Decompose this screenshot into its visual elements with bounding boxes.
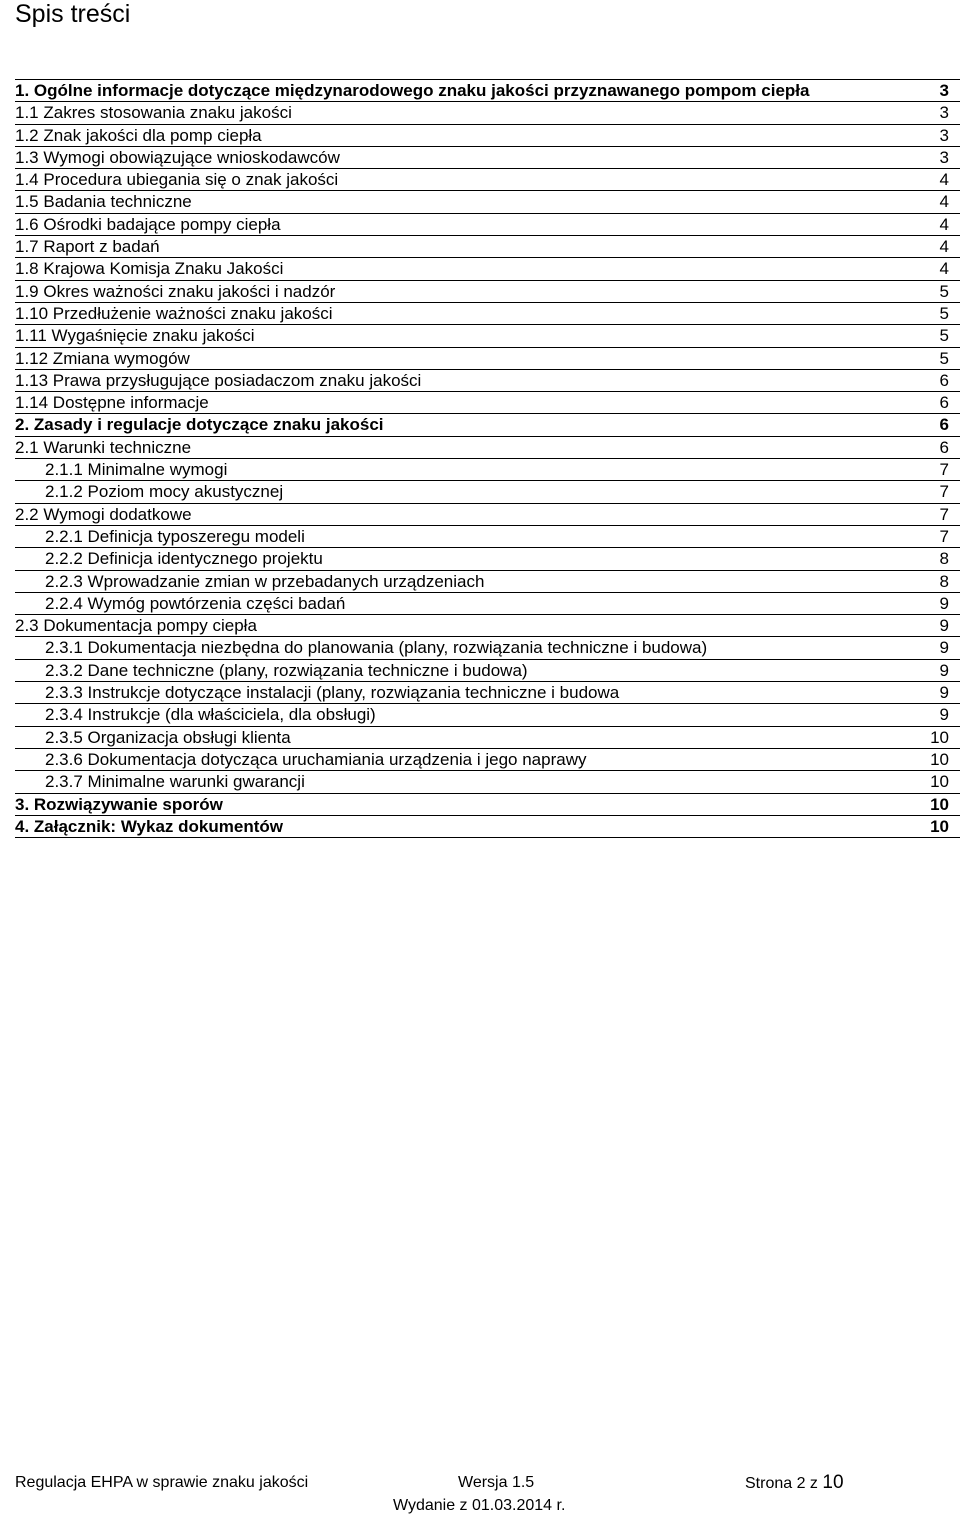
toc-entry-page: 10 xyxy=(930,794,949,814)
toc-entry[interactable] xyxy=(15,258,960,280)
toc-entry-page: 9 xyxy=(939,683,949,703)
toc-entry-label: 1.8 Krajowa Komisja Znaku Jakości xyxy=(15,259,284,279)
toc-entry[interactable] xyxy=(15,660,960,682)
toc-entry-page: 8 xyxy=(939,549,949,569)
toc-entry[interactable] xyxy=(15,637,960,659)
toc-entry-label: 2.3.5 Organizacja obsługi klienta xyxy=(45,727,291,747)
toc-entry-label: 4. Załącznik: Wykaz dokumentów xyxy=(15,816,283,836)
toc-entry[interactable] xyxy=(15,727,960,749)
page-title: Spis treści xyxy=(15,0,131,28)
toc-entry-page: 7 xyxy=(939,482,949,502)
toc-entry[interactable] xyxy=(15,281,960,303)
toc-entry-label: 1.12 Zmiana wymogów xyxy=(15,348,190,368)
toc-entry-label: 2.3.6 Dokumentacja dotycząca uruchamiania urządzenia i jego naprawy xyxy=(45,749,587,769)
toc-entry[interactable] xyxy=(15,571,960,593)
toc-entry-label: 2.3.1 Dokumentacja niezbędna do planowania (plany, rozwiązania techniczne i budowa) xyxy=(45,638,708,658)
toc-entry-page: 6 xyxy=(939,437,949,457)
toc-entry[interactable] xyxy=(15,370,960,392)
toc-entry-page: 5 xyxy=(939,281,949,301)
toc-entry[interactable] xyxy=(15,414,960,436)
toc-entry[interactable] xyxy=(15,125,960,147)
toc-entry[interactable] xyxy=(15,526,960,548)
toc-entry[interactable] xyxy=(15,593,960,615)
toc-entry-label: 1.2 Znak jakości dla pomp ciepła xyxy=(15,125,262,145)
toc-entry-label: 1.5 Badania techniczne xyxy=(15,192,192,212)
toc-entry-page: 4 xyxy=(939,259,949,279)
toc-entry-page: 3 xyxy=(939,103,949,123)
toc-entry[interactable] xyxy=(15,504,960,526)
toc-entry-label: 1.4 Procedura ubiegania się o znak jakości xyxy=(15,170,339,190)
toc-entry-label: 1.1 Zakres stosowania znaku jakości xyxy=(15,103,292,123)
toc-entry-page: 9 xyxy=(939,638,949,658)
toc-entry[interactable] xyxy=(15,481,960,503)
footer-version: Wersja 1.5 xyxy=(458,1474,535,1491)
toc-entry-page: 10 xyxy=(930,772,949,792)
toc-entry-page: 4 xyxy=(939,170,949,190)
toc-entry[interactable] xyxy=(15,236,960,258)
toc-entry-page: 9 xyxy=(939,616,949,636)
toc-entry[interactable] xyxy=(15,191,960,213)
toc-entry-label: 1.11 Wygaśnięcie znaku jakości xyxy=(15,326,255,346)
toc-entry[interactable] xyxy=(15,102,960,124)
toc-entry[interactable] xyxy=(15,459,960,481)
toc-entry-page: 6 xyxy=(939,393,949,413)
toc-entry-label: 2.3.7 Minimalne warunki gwarancji xyxy=(45,772,305,792)
toc-entry-page: 9 xyxy=(939,705,949,725)
toc-entry-page: 7 xyxy=(939,460,949,480)
toc-entry-label: 1. Ogólne informacje dotyczące międzynarodowego znaku jakości przyznawanego pompom ciepła xyxy=(15,81,810,100)
table-of-contents xyxy=(15,79,960,838)
toc-entry[interactable] xyxy=(15,348,960,370)
toc-entry[interactable] xyxy=(15,615,960,637)
toc-entry[interactable] xyxy=(15,816,960,838)
toc-entry-label: 2.3.4 Instrukcje (dla właściciela, dla obsługi) xyxy=(45,705,376,725)
toc-entry-page: 8 xyxy=(939,571,949,591)
toc-entry-label: 2.2.2 Definicja identycznego projektu xyxy=(45,549,323,569)
toc-entry[interactable] xyxy=(15,437,960,459)
toc-entry-label: 2.2 Wymogi dodatkowe xyxy=(15,504,192,524)
footer-page-prefix: Strona 2 z xyxy=(745,1475,818,1492)
footer-edition-date: Wydanie z 01.03.2014 r. xyxy=(393,1497,566,1514)
toc-entry[interactable] xyxy=(15,749,960,771)
toc-entry-label: 2.3.3 Instrukcje dotyczące instalacji (plany, rozwiązania techniczne i budowa xyxy=(45,683,620,703)
toc-entry[interactable] xyxy=(15,682,960,704)
toc-entry-page: 5 xyxy=(939,348,949,368)
toc-entry-label: 1.14 Dostępne informacje xyxy=(15,393,209,413)
toc-entry-label: 2. Zasady i regulacje dotyczące znaku jakości xyxy=(15,415,384,435)
toc-entry-page: 6 xyxy=(939,370,949,390)
toc-entry-page: 4 xyxy=(939,192,949,212)
toc-entry-page: 3 xyxy=(939,147,949,167)
toc-entry-page: 10 xyxy=(930,816,949,836)
toc-entry[interactable] xyxy=(15,548,960,570)
toc-entry[interactable] xyxy=(15,147,960,169)
toc-entry-label: 2.2.3 Wprowadzanie zmian w przebadanych urządzeniach xyxy=(45,571,485,591)
toc-entry-label: 3. Rozwiązywanie sporów xyxy=(15,794,223,814)
toc-entry[interactable] xyxy=(15,794,960,816)
toc-entry-page: 4 xyxy=(939,237,949,257)
toc-entry-page: 3 xyxy=(939,81,949,100)
toc-entry-label: 2.2.4 Wymóg powtórzenia części badań xyxy=(45,593,346,613)
toc-entry-page: 7 xyxy=(939,504,949,524)
toc-entry-page: 10 xyxy=(930,727,949,747)
toc-entry-page: 9 xyxy=(939,660,949,680)
toc-entry[interactable] xyxy=(15,325,960,347)
toc-entry-page: 6 xyxy=(939,415,949,435)
toc-entry-label: 1.9 Okres ważności znaku jakości i nadzór xyxy=(15,281,336,301)
toc-entry-page: 3 xyxy=(939,125,949,145)
footer-document-title: Regulacja EHPA w sprawie znaku jakości xyxy=(15,1474,309,1491)
toc-entry-page: 5 xyxy=(939,326,949,346)
toc-entry-label: 2.3 Dokumentacja pompy ciepła xyxy=(15,616,257,636)
toc-entry-label: 1.3 Wymogi obowiązujące wnioskodawców xyxy=(15,147,340,167)
toc-entry-label: 2.3.2 Dane techniczne (plany, rozwiązania techniczne i budowa) xyxy=(45,660,528,680)
toc-entry-page: 9 xyxy=(939,593,949,613)
toc-entry[interactable] xyxy=(15,392,960,414)
toc-entry[interactable] xyxy=(15,704,960,726)
toc-entry-page: 10 xyxy=(930,749,949,769)
toc-entry-page: 7 xyxy=(939,526,949,546)
toc-entry-page: 4 xyxy=(939,214,949,234)
toc-entry-label: 1.6 Ośrodki badające pompy ciepła xyxy=(15,214,281,234)
toc-entry-label: 1.10 Przedłużenie ważności znaku jakości xyxy=(15,303,333,323)
footer-page-total: 10 xyxy=(822,1472,844,1493)
toc-entry[interactable] xyxy=(15,80,960,102)
toc-entry-page: 5 xyxy=(939,303,949,323)
toc-entry-label: 2.1 Warunki techniczne xyxy=(15,437,192,457)
toc-entry-label: 2.1.1 Minimalne wymogi xyxy=(45,460,228,480)
toc-entry-label: 1.13 Prawa przysługujące posiadaczom znaku jakości xyxy=(15,370,422,390)
toc-entry[interactable] xyxy=(15,169,960,191)
toc-entry-label: 1.7 Raport z badań xyxy=(15,237,160,257)
toc-entry-label: 2.1.2 Poziom mocy akustycznej xyxy=(45,482,284,502)
toc-entry[interactable] xyxy=(15,771,960,793)
toc-entry-label: 2.2.1 Definicja typoszeregu modeli xyxy=(45,526,305,546)
toc-entry[interactable] xyxy=(15,303,960,325)
footer-page-number xyxy=(745,1472,844,1495)
toc-entry[interactable] xyxy=(15,214,960,236)
